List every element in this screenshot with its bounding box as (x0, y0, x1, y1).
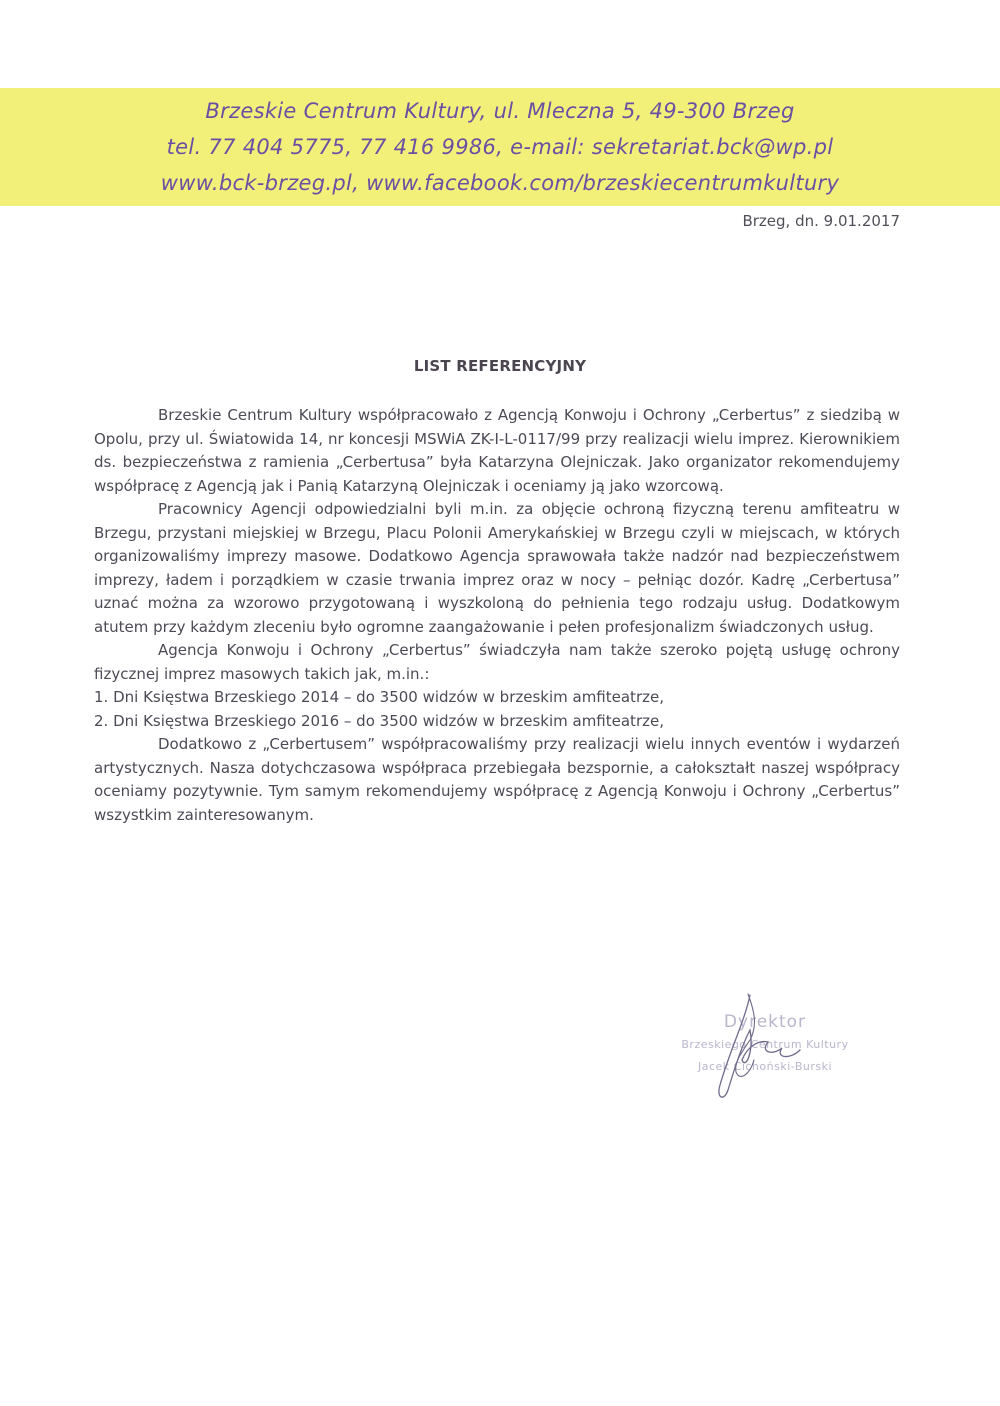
letterhead-contact: tel. 77 404 5775, 77 416 9986, e-mail: sekretariat.bck@wp.pl (166, 135, 834, 159)
list-item: 1. Dni Księstwa Brzeskiego 2014 – do 3500 widzów w brzeskim amfiteatrze, (94, 688, 664, 706)
document-date: Brzeg, dn. 9.01.2017 (742, 212, 900, 230)
list-item: 2. Dni Księstwa Brzeskiego 2016 – do 3500 widzów w brzeskim amfiteatrze, (94, 711, 664, 730)
closing-paragraph: Dodatkowo z „Cerbertusem” współpracowaliśmy przy realizacji wielu innych eventów i wydarzeń artystycznych. Nasza dotychczasowa współpraca przebiegała bezspornie, a całokształt naszej współpracy oceniamy pozytywnie. Tym samym rekomendujemy współpracę z Agencją Konwoju i Ochrony „Cerbertus” wszystkim zainteresowanym. (94, 735, 900, 824)
letterhead (0, 88, 1000, 206)
signature-stroke (719, 995, 800, 1097)
stamp-title: Dyrektor (723, 1012, 807, 1032)
stamp-name: Jacek Cichoński-Burski (697, 1060, 833, 1073)
signature-stroke (736, 994, 755, 1076)
signature-stamp (650, 990, 880, 1110)
handwritten-signature (650, 990, 880, 1110)
letterhead-websites: www.bck-brzeg.pl, www.facebook.com/brzeskiecentrumkultury (160, 171, 840, 195)
letterhead-address: Brzeskie Centrum Kultury, ul. Mleczna 5, 49-300 Brzeg (205, 99, 795, 123)
letter-body (94, 404, 900, 827)
paragraph-3: Agencja Konwoju i Ochrony „Cerbertus” świadczyła nam także szeroko pojętą usługę ochrony fizycznej imprez masowych takich jak, m.in.: (94, 641, 900, 683)
paragraph-2: Pracownicy Agencji odpowiedzialni byli m.in. za objęcie ochroną fizyczną terenu amfiteatru w Brzegu, przystani miejskiej w Brzegu, Placu Polonii Amerykańskiej w Brzegu czyli w miejscach, w których organizowaliśmy imprezy masowe. Dodatkowo Agencja sprawowała także nadzór nad bezpieczeństwem imprezy, ładem i porządkiem w czasie trwania imprez oraz w nocy – pełniąc dozór. Kadrę „Cerbertusa” uznać można za wzorowo przygotowaną i wyszkoloną do pełnienia tego rodzaju usług. Dodatkowym atutem przy każdym zleceniu było ogromne zaangażowanie i pełen profesjonalizm świadczonych usług. (94, 500, 900, 636)
document-title: LIST REFERENCYJNY (413, 357, 587, 375)
stamp-institution: Brzeskiego Centrum Kultury (681, 1038, 849, 1051)
paragraph-1: Brzeskie Centrum Kultury współpracowało z Agencją Konwoju i Ochrony „Cerbertus” z siedzibą w Opolu, przy ul. Światowida 14, nr koncesji MSWiA ZK-I-L-0117/99 przy realizacji wielu imprez. Kierownikiem ds. bezpieczeństwa z ramienia „Cerbertusa” była Katarzyna Olejniczak. Jako organizator rekomendujemy współpracę z Agencją jak i Panią Katarzyną Olejniczak i oceniamy ją jako wzorcową. (94, 406, 900, 495)
